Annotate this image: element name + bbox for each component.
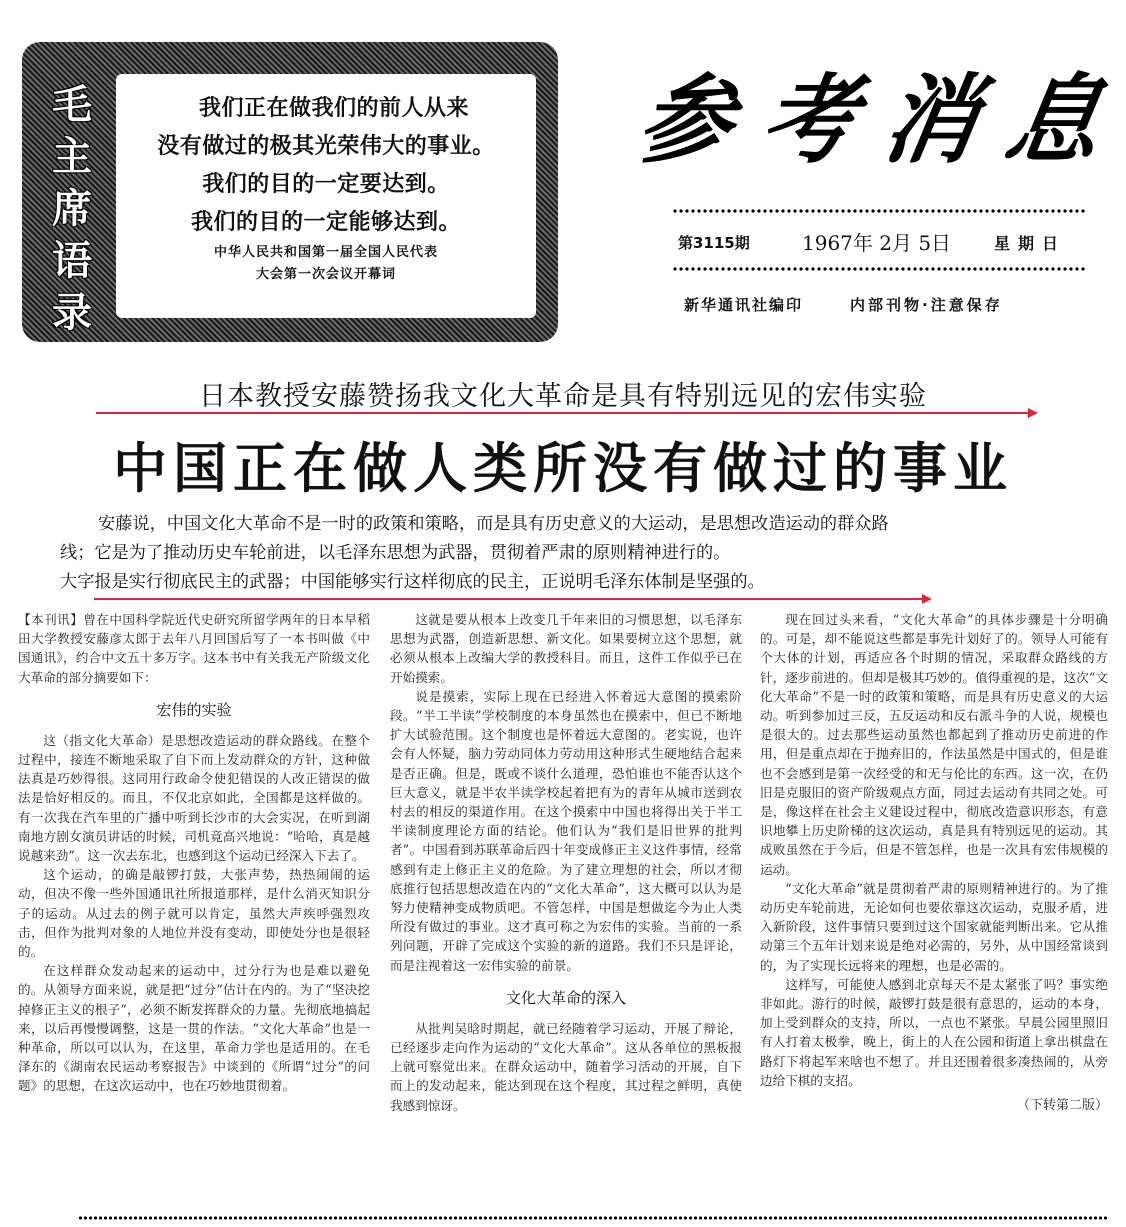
title-char: 考 [752,63,865,177]
paragraph: 这个运动，的确是敲锣打鼓，大张声势，热热闹闹的运动，但决不像一些外国通讯社所报道那样，是什么消灭知识分子的运动。从过去的例子就可以肯定，虽然大声疾呼强烈攻击，但作为批判对象的人地位并没有变动，即使处分也是很轻的。 [18,867,370,960]
quote-line: 我们的目的一定要达到。 [202,172,450,197]
paragraph: 这（指文化大革命）是思想改造运动的群众路线。在整个过程中，接连不断地采取了自下而上发动群众的方针，这种做法真是巧妙得很。这同用行政命令使犯错误的人改正错误的做法是恰好相反的。而且，不仅北京如此，全国都是这样做的。有一次我在汽车里的广播中听到长沙市的大会实况，在听到湖南地方剧女演员讲话的时候，司机竟高兴地说：“哈哈，真是越说越来劲”。这一次去东北，也感到这个运动已经深入下去了。 [18,732,370,864]
source-line: 中华人民共和国第一届全国人民代表 [213,245,438,260]
deck-line: 大字报是实行彻底民主的武器；中国能够实行这样彻底的民主，正说明毛泽东体制是坚强的。 [60,572,765,592]
continued-note: （下转第二版） [1016,1098,1108,1114]
dotted-divider [672,265,1086,273]
red-underline-arrow [94,598,930,600]
quote-line: 我们的目的一定能够达到。 [190,210,461,235]
paragraph: 现在回过头来看，“文化大革命”的具体步骤是十分明确的。可是，却不能说这些都是事先计划好了的。领导人可能有个大体的计划，再适应各个时期的情况，采取群众路线的方针，逐步前进的。但却是极其巧妙的。值得重视的是，这次“文化大革命”不是一时的政策和策略，而是具有历史意义的大运动。听到参加过三反，五反运动和反右派斗争的人说，规模也是很大的。过去那些运动虽然也都起到了推动历史前进的作用，但是重点却在于抛弃旧的，作法虽然是中国式的，但是谁也不会感到是第一次经受的和无与伦比的东西。这一次，在仍旧是克服旧的资产阶级观点方面，同过去运动有共同之处。可是，像这样在社会主义建设过程中，彻底改造意识形态，有意识地攀上历史阶梯的这次运动，真是具有特别远见的运动。其成败虽然在于今后，但是不管怎样，也是一次具有宏伟规模的运动。 [760,612,1108,877]
red-underline-arrow [96,412,1036,414]
label-char: 主 [52,134,92,180]
paragraph: 说是摸索，实际上现在已经进入怀着远大意图的摸索阶段。“半工半读”学校制度的本身虽然也在摸索中，但已不断地扩大试验范围。这个制度也是怀着远大意图的。老实说，也许会有人怀疑，脑力劳动同体力劳动用这种形式生硬地结合起来是否正确。但是，既或不谈什么道理，恐怕谁也不能否认这个巨大意义，就是半农半读学校起着把有为的青年从城市送到农村去的相反的渠道作用。在这个摸索中中国也将得出关于半工半读制度理论方面的结论。他们认为“我们是旧世界的批判者”。中国看到苏联革命后四十年变成修正主义这件事情，经常感到有走上修正主义的危险。为了建立理想的社会，所以才彻底推行包括思想改造在内的“文化大革命”，这大概可以认为是努力使精神变成物质吧。不管怎样，中国是想做迄今为止人类所没有做过的事业。这才真可称之为宏伟的实验。当前的一系列问题，开辟了完成这个实验的新的道路。我们不只是评论，而是注视着这一宏伟实验的前景。 [390,688,742,973]
paragraph: 这样写，可能使人感到北京每天不是太紧张了吗？事实绝非如此。游行的时候，敲锣打鼓是很有意思的，运动的本身，加上受到群众的支持，所以，一点也不紧张。早晨公园里照旧有人打着太极拳，晚上，街上的人在公园和街道上拿出棋盘在路灯下将起军来啥也不想了。并且还围着很多凑热闹的，从旁边给下棋的支招。 [760,976,1108,1088]
quotation-source [116,242,536,286]
label-char: 毛 [52,82,92,128]
internal-notice: 内部刊物·注意保存 [850,296,1003,314]
article-column-2 [390,610,742,1192]
source-line: 大会第一次会议开幕词 [255,267,396,282]
label-char: 语 [52,238,92,284]
quote-line: 没有做过的极其光荣伟大的事业。 [157,134,495,159]
intro-paragraph: 【本刊讯】曾在中国科学院近代史研究所留学两年的日本早稻田大学教授安藤彦太郎于去年八月回国后写了一本书叫做《中国通讯》，约合中文五十多万字。这本书中有关我无产阶级文化大革命的部分摘要如下： [18,612,370,685]
subheading: 文化大革命的深入 [505,988,626,1007]
paragraph: 在这样群众发动起来的运动中，过分行为也是难以避免的。从领导方面来说，就是把“过分”估计在内的。为了“坚决挖掉修正主义的根子”，必须不断发挥群众的力量。先彻底地搞起来，以后再慢慢调整，这是一贯的作法。“文化大革命”也是一种革命，所以可以认为，在这里，革命力学也是适用的。在毛泽东的《湖南农民运动考察报告》中谈到的《所谓“过分”的问题》的思想，在这次运动中，也在巧妙地贯彻着。 [18,963,370,1094]
deck-summary [60,510,1080,597]
issue-line [678,226,1088,258]
paragraph: “文化大革命”就是贯彻着严肃的原则精神进行的。为了推动历史车轮前进，无论如何也要依靠这次运动，克服矛盾，进入新阶段，这件事情只要到过这个国家就能判断出来。它从推动第三个五年计划来说是绝对必需的，另外，从中国经常谈到的，为了实现长远将来的理想，也是必需的。 [760,880,1108,973]
article-column-3 [760,610,1108,1192]
kicker-headline: 日本教授安藤赞扬我文化大革命是具有特别远见的宏伟实验 [199,381,927,412]
publisher: 新华通讯社编印 [684,296,804,314]
label-char: 席 [52,186,92,232]
main-headline: 中国正在做人类所没有做过的事业 [113,437,1013,500]
quotation-text [116,90,536,242]
title-char: 参 [630,63,743,177]
paragraph: 这就是要从根本上改变几千年来旧的习惯思想，以毛泽东思想为武器，创造新思想、新文化。如果要树立这个思想，就必须从根本上改编大学的教授科目。而且，这件工作似乎已在开始摸索。 [390,612,742,685]
issue-number: 第3115期 [678,234,750,252]
deck-line: 线；它是为了推动历史车轮前进，以毛泽东思想为武器，贯彻着严肃的原则精神进行的。 [60,543,731,563]
quotation-panel [116,74,536,318]
dotted-divider [672,207,1086,215]
footer-dotted-rule [78,1214,1108,1222]
article-column-1 [18,610,370,1192]
paragraph: 从批判吴晗时期起，就已经随着学习运动，开展了辩论，已经逐步走向作为运动的“文化大革命”。这从各单位的黑板报上就可察觉出来。在群众运动中，随着学习活动的开展，自下而上的发动起来，能达到现在这个程度，其过程之鲜明，真使我感到惊讶。 [390,1020,742,1113]
title-char: 息 [997,63,1110,177]
label-char: 录 [52,290,92,336]
subheading: 宏伟的实验 [156,700,232,719]
quotation-label [44,80,100,338]
title-char: 消 [875,63,988,177]
newspaper-title [630,50,1110,190]
issue-weekday: 星期日 [994,234,1067,253]
quote-line: 我们正在做我们的前人从来 [198,96,469,121]
deck-line: 安藤说，中国文化大革命不是一时的政策和策略，而是具有历史意义的大运动，是思想改造运动的群众路 [98,514,889,534]
article-body [18,610,1108,1192]
issue-date: 1967年 2月 5日 [802,231,952,255]
